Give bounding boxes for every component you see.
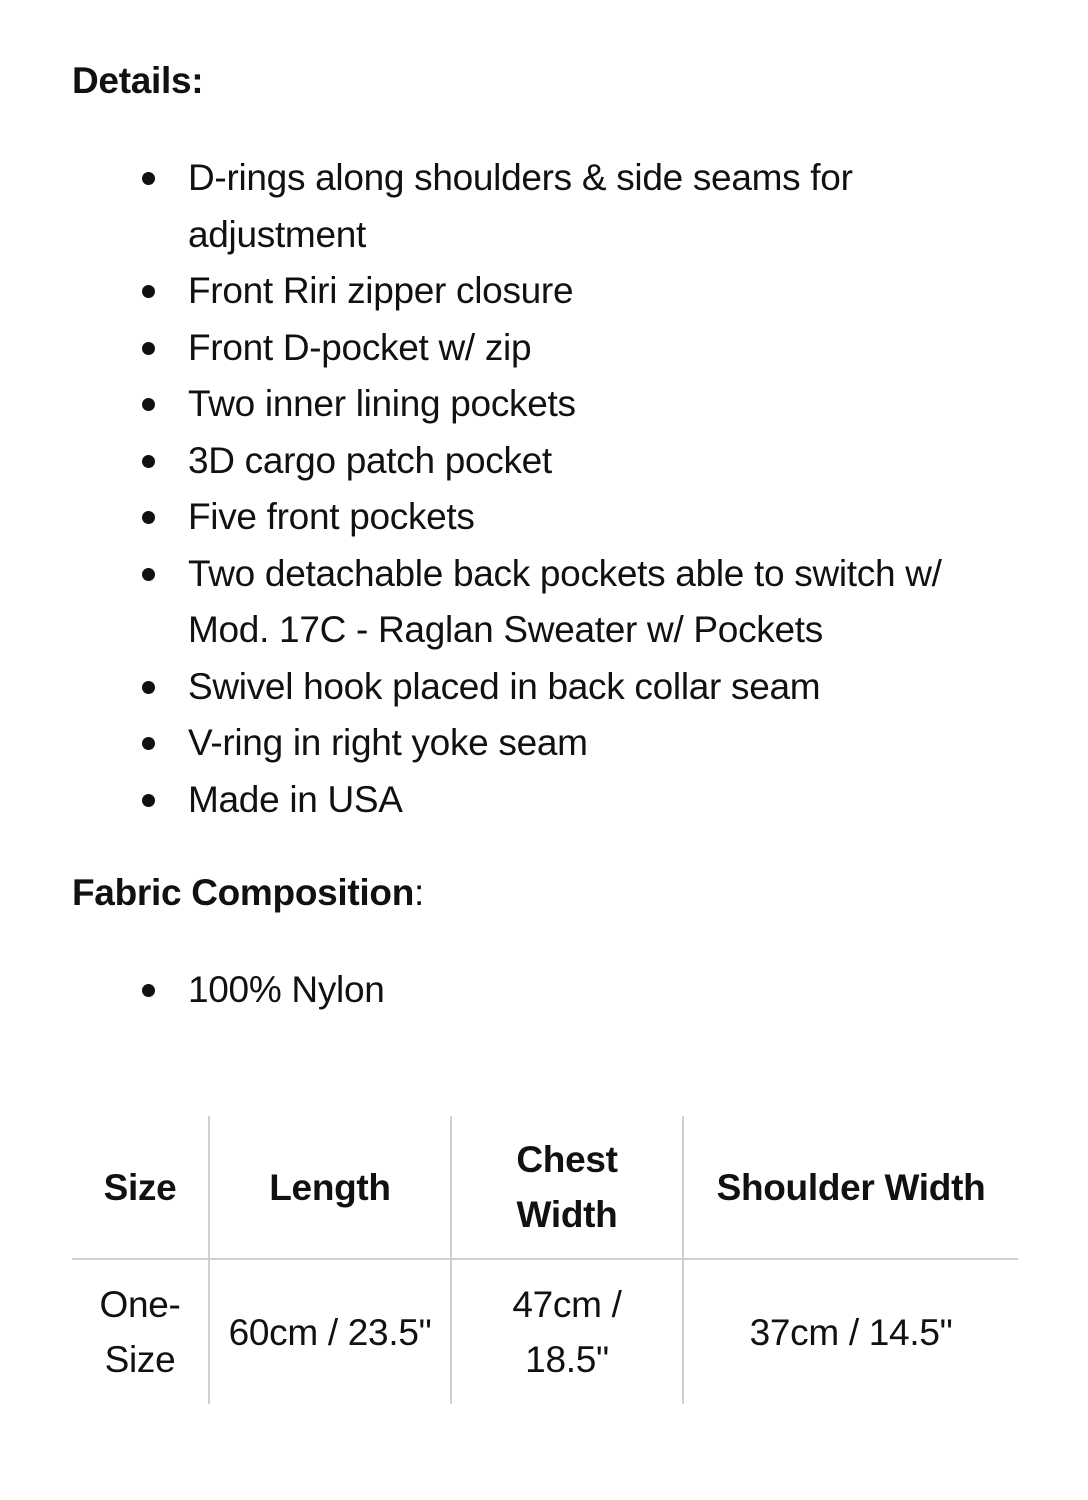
list-item: Front Riri zipper closure [0, 263, 1088, 320]
header-length: Length [209, 1116, 451, 1259]
cell-length: 60cm / 23.5" [209, 1259, 451, 1404]
list-item: 3D cargo patch pocket [0, 433, 1088, 490]
list-item: Front D-pocket w/ zip [0, 320, 1088, 377]
list-item: Made in USA [0, 772, 1088, 829]
size-chart-table [72, 1116, 1018, 1404]
fabric-heading-text: Fabric Composition [72, 872, 414, 913]
list-item: Two detachable back pockets able to switch w/ Mod. 17C - Raglan Sweater w/ Pockets [0, 546, 1088, 659]
table-row [72, 1259, 1018, 1404]
fabric-list [0, 962, 1088, 1019]
cell-chest-width: 47cm / 18.5" [451, 1259, 683, 1404]
list-item: Two inner lining pockets [0, 376, 1088, 433]
details-list [0, 150, 1088, 828]
cell-shoulder-width: 37cm / 14.5" [683, 1259, 1018, 1404]
table-header-row [72, 1116, 1018, 1259]
list-item: Five front pockets [0, 489, 1088, 546]
details-heading [72, 60, 203, 102]
cell-size: One-Size [99, 1284, 181, 1380]
list-item: D-rings along shoulders & side seams for adjustment [0, 150, 1088, 263]
list-item: V-ring in right yoke seam [0, 715, 1088, 772]
list-item: 100% Nylon [0, 962, 1088, 1019]
header-shoulder-width: Shoulder Width [683, 1116, 1018, 1259]
details-heading-text: Details: [72, 60, 204, 101]
list-item: Swivel hook placed in back collar seam [0, 659, 1088, 716]
fabric-composition-heading [72, 872, 424, 914]
header-size: Size [72, 1116, 209, 1259]
fabric-heading-colon: : [414, 872, 424, 913]
header-chest-width: Chest Width [451, 1116, 683, 1259]
